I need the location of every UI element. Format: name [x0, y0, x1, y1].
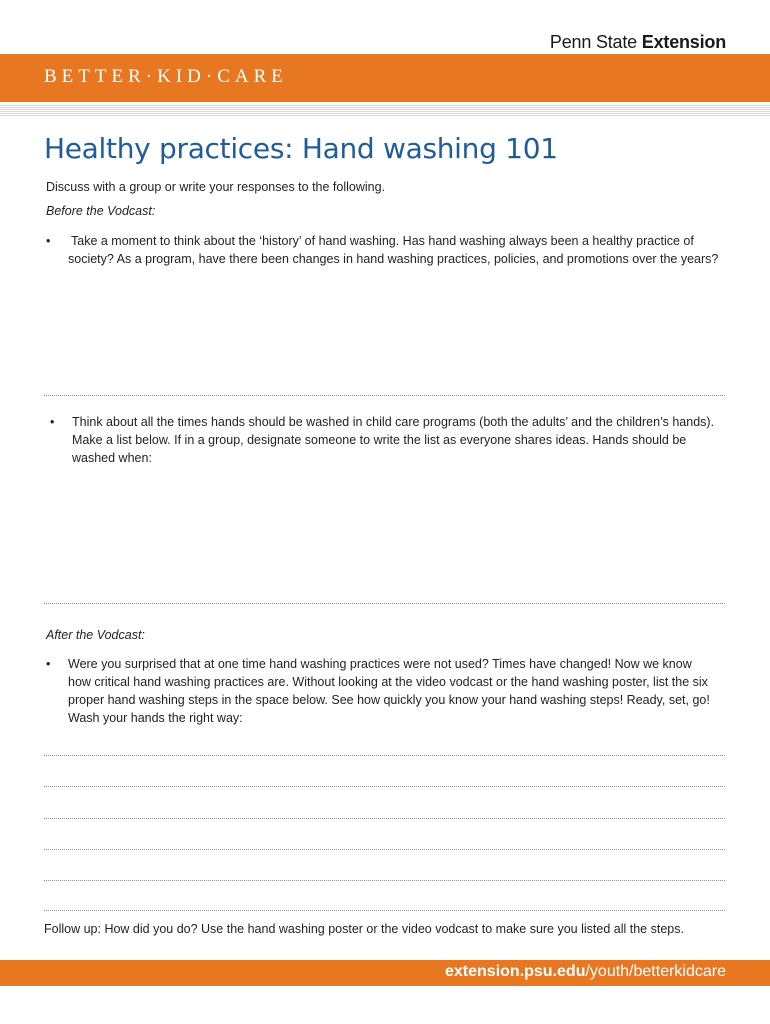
bullet-when-line1: Think about all the times hands should be washed in child care programs (both the adults’ and the children’s hands). [72, 415, 715, 429]
bullet-history-line1: Take a moment to think about the ‘history’ of hand washing. Has hand washing always been a healthy practice of [71, 234, 694, 248]
after-vodcast-label: After the Vodcast: [46, 628, 145, 642]
page-title: Healthy practices: Hand washing 101 [44, 132, 558, 165]
bullet-when-to-wash [50, 413, 740, 473]
footer-url-path: /youth/betterkidcare [585, 963, 726, 980]
divider-line [44, 603, 725, 604]
footer-url-domain: extension.psu.edu [445, 963, 586, 980]
bullet-steps-line3: proper hand washing steps in the space below. See how quickly you know your hand washing steps! Ready, set, go! [68, 693, 710, 707]
answer-line [44, 818, 725, 819]
intro-text: Discuss with a group or write your responses to the following. [46, 180, 386, 194]
answer-line [44, 880, 725, 881]
answer-line [44, 849, 725, 850]
follow-up-text: Follow up: How did you do? Use the hand washing poster or the video vodcast to make sure you listed all the steps. [44, 922, 684, 936]
logo-regular: Penn State [549, 32, 642, 52]
before-vodcast-label: Before the Vodcast: [46, 204, 156, 218]
bullet-history-line2: society? As a program, have there been changes in hand washing practices, policies, and promotions over the years? [68, 252, 719, 266]
bullet-dot: • [46, 234, 51, 248]
better-kid-care-brand: BETTER·KID·CARE [44, 66, 288, 87]
divider-line [44, 395, 725, 396]
footer-url[interactable] [445, 963, 726, 981]
bullet-when-line2: Make a list below. If in a group, designate someone to write the list as everyone shares ideas. Hands should be [72, 433, 687, 447]
brand-banner [0, 54, 770, 102]
answer-line [44, 910, 725, 911]
logo-bold: Extension [641, 32, 726, 52]
bullet-dot: • [50, 415, 55, 429]
bullet-steps-line4: Wash your hands the right way: [68, 711, 243, 725]
answer-line [44, 755, 725, 756]
bullet-steps [46, 655, 736, 731]
bullet-dot: • [46, 657, 51, 671]
bullet-steps-line2: how critical hand washing practices are. Without looking at the video vodcast or the hand washing poster, list the six [68, 675, 708, 689]
decorative-stripe [0, 104, 770, 116]
footer-bar [0, 960, 770, 986]
bullet-when-line3: washed when: [72, 451, 152, 465]
penn-state-extension-logo [550, 32, 726, 53]
answer-line [44, 786, 725, 787]
bullet-steps-line1: Were you surprised that at one time hand washing practices were not used? Times have changed! Now we know [68, 657, 692, 671]
bullet-history [46, 232, 736, 272]
